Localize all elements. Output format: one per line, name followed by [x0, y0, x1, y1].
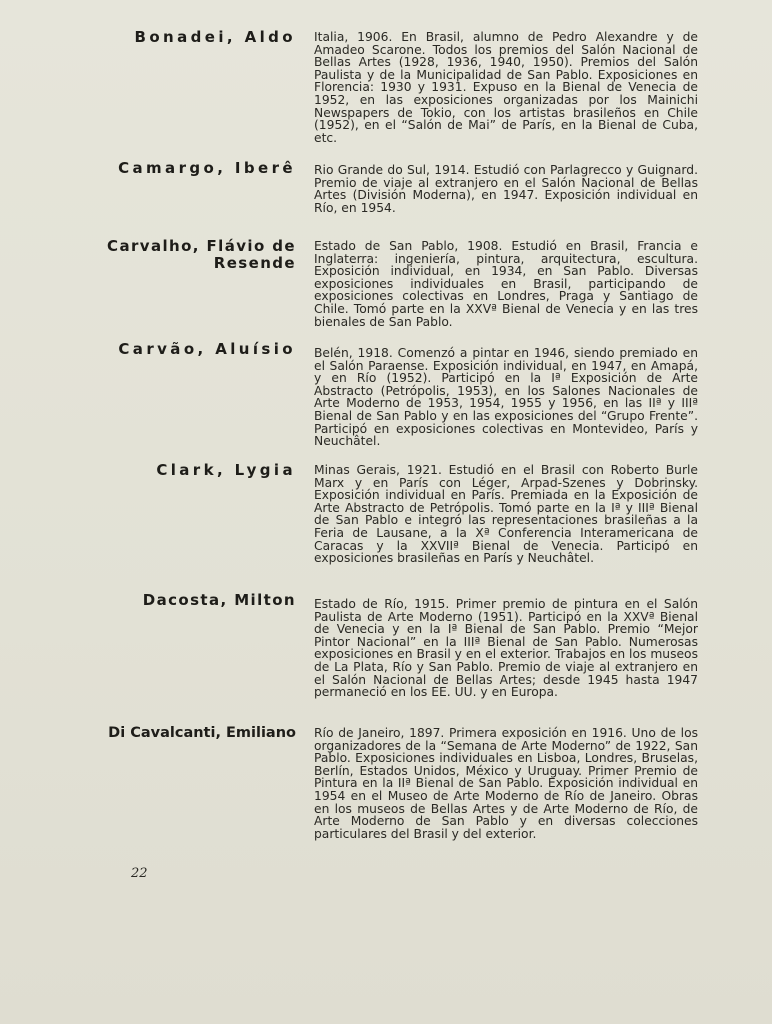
artist-bio: Rio Grande do Sul, 1914. Estudió con Parlagrecco y Guignard. Premio de viaje al extranjero en el Salón Nacional de Bellas Artes (División Moderna), en 1947. Exposición individual en Río, en 1954. [314, 163, 698, 215]
artist-name: Carvalho, Flávio de Resende [107, 237, 296, 272]
artist-name: Clark, Lygia [156, 461, 296, 479]
artist-bio: Río de Janeiro, 1897. Primera exposición en 1916. Uno de los organizadores de la “Semana de Arte Moderno” de 1922, San Pablo. Exposiciones individuales en Lisboa, Londres, Bruselas, Berlín, Estados Unidos, México y Uruguay. Primer Premio de Pintura en la IIª Bienal de San Pablo. Exposición individual en 1954 en el Museo de Arte Moderno de Río de Janeiro. Obras en los museos de Bellas Artes y de Arte Moderno de Río, de Arte Moderno de San Pablo y en diversas colecciones particulares del Brasil y del exterior. [314, 726, 698, 841]
artist-bio: Italia, 1906. En Brasil, alumno de Pedro Alexandre y de Amadeo Scarone. Todos los premios del Salón Nacional de Bellas Artes (1928, 1936, 1940, 1950). Premios del Salón Paulista y de la Municipalidad de San Pablo. Exposiciones en Florencia: 1930 y 1931. Expuso en la Bienal de Venecia de 1952, en las exposiciones organizadas por los Mainichi Newspapers de Tokio, con los artistas brasileños en Chile (1952), en el “Salón de Mai” de París, en la Bienal de Cuba, etc. [314, 30, 698, 145]
artist-name: Bonadei, Aldo [134, 28, 296, 46]
artist-bio: Estado de Río, 1915. Primer premio de pintura en el Salón Paulista de Arte Moderno (1951). Participó en la XXVª Bienal de Venecia y en la Iª Bienal de San Pablo. Premio “Mejor Pintor Nacional” en la IIIª Bienal de San Pablo. Numerosas exposiciones en Brasil y en el exterior. Trabajos en los museos de La Plata, Río y San Pablo. Premio de viaje al extranjero en el Salón Nacional de Bellas Artes; desde 1945 hasta 1947 permaneció en los EE. UU. y en Europa. [314, 597, 698, 700]
artist-name: Dacosta, Milton [142, 591, 296, 609]
artist-bio: Minas Gerais, 1921. Estudió en el Brasil con Roberto Burle Marx y en París con Léger, Arpad-Szenes y Dobrinsky. Exposición individual en París. Premiada en la Exposición de Arte Abstracto de Petrópolis. Tomó parte en la Iª y IIIª Bienal de San Pablo e integró las representaciones brasileñas a la Feria de Lausane, a la Xª Conferencia Interamericana de Caracas y la XXVIIª Bienal de Venecia. Participó en exposiciones brasileñas en París y Neuchâtel. [314, 463, 698, 566]
artist-bio: Belén, 1918. Comenzó a pintar en 1946, siendo premiado en el Salón Paraense. Exposición individual, en 1947, en Amapá, y en Río (1952). Participó en la Iª Exposición de Arte Abstracto (Petrópolis, 1953), en los Salones Nacionales de Arte Moderno de 1953, 1954, 1955 y 1956, en las IIª y IIIª Bienal de San Pablo y en las exposiciones del “Grupo Frente”. Participó en exposiciones colectivas en Montevideo, París y Neuchâtel. [314, 346, 698, 449]
page-number: 22 [131, 866, 148, 881]
artist-bio: Estado de San Pablo, 1908. Estudió en Brasil, Francia e Inglaterra: ingeniería, pintura, arquitectura, escultura. Exposición individual, en 1934, en San Pablo. Diversas exposiciones individuales en Brasil, participando de exposiciones colectivas en Londres, Praga y Santiago de Chile. Tomó parte en la XXVª Bienal de Venecia y en las tres bienales de San Pablo. [314, 239, 698, 329]
artist-name: Di Cavalcanti, Emiliano [108, 725, 296, 741]
artist-name: Carvão, Aluísio [118, 340, 296, 358]
artist-name: Camargo, Iberê [118, 159, 296, 177]
